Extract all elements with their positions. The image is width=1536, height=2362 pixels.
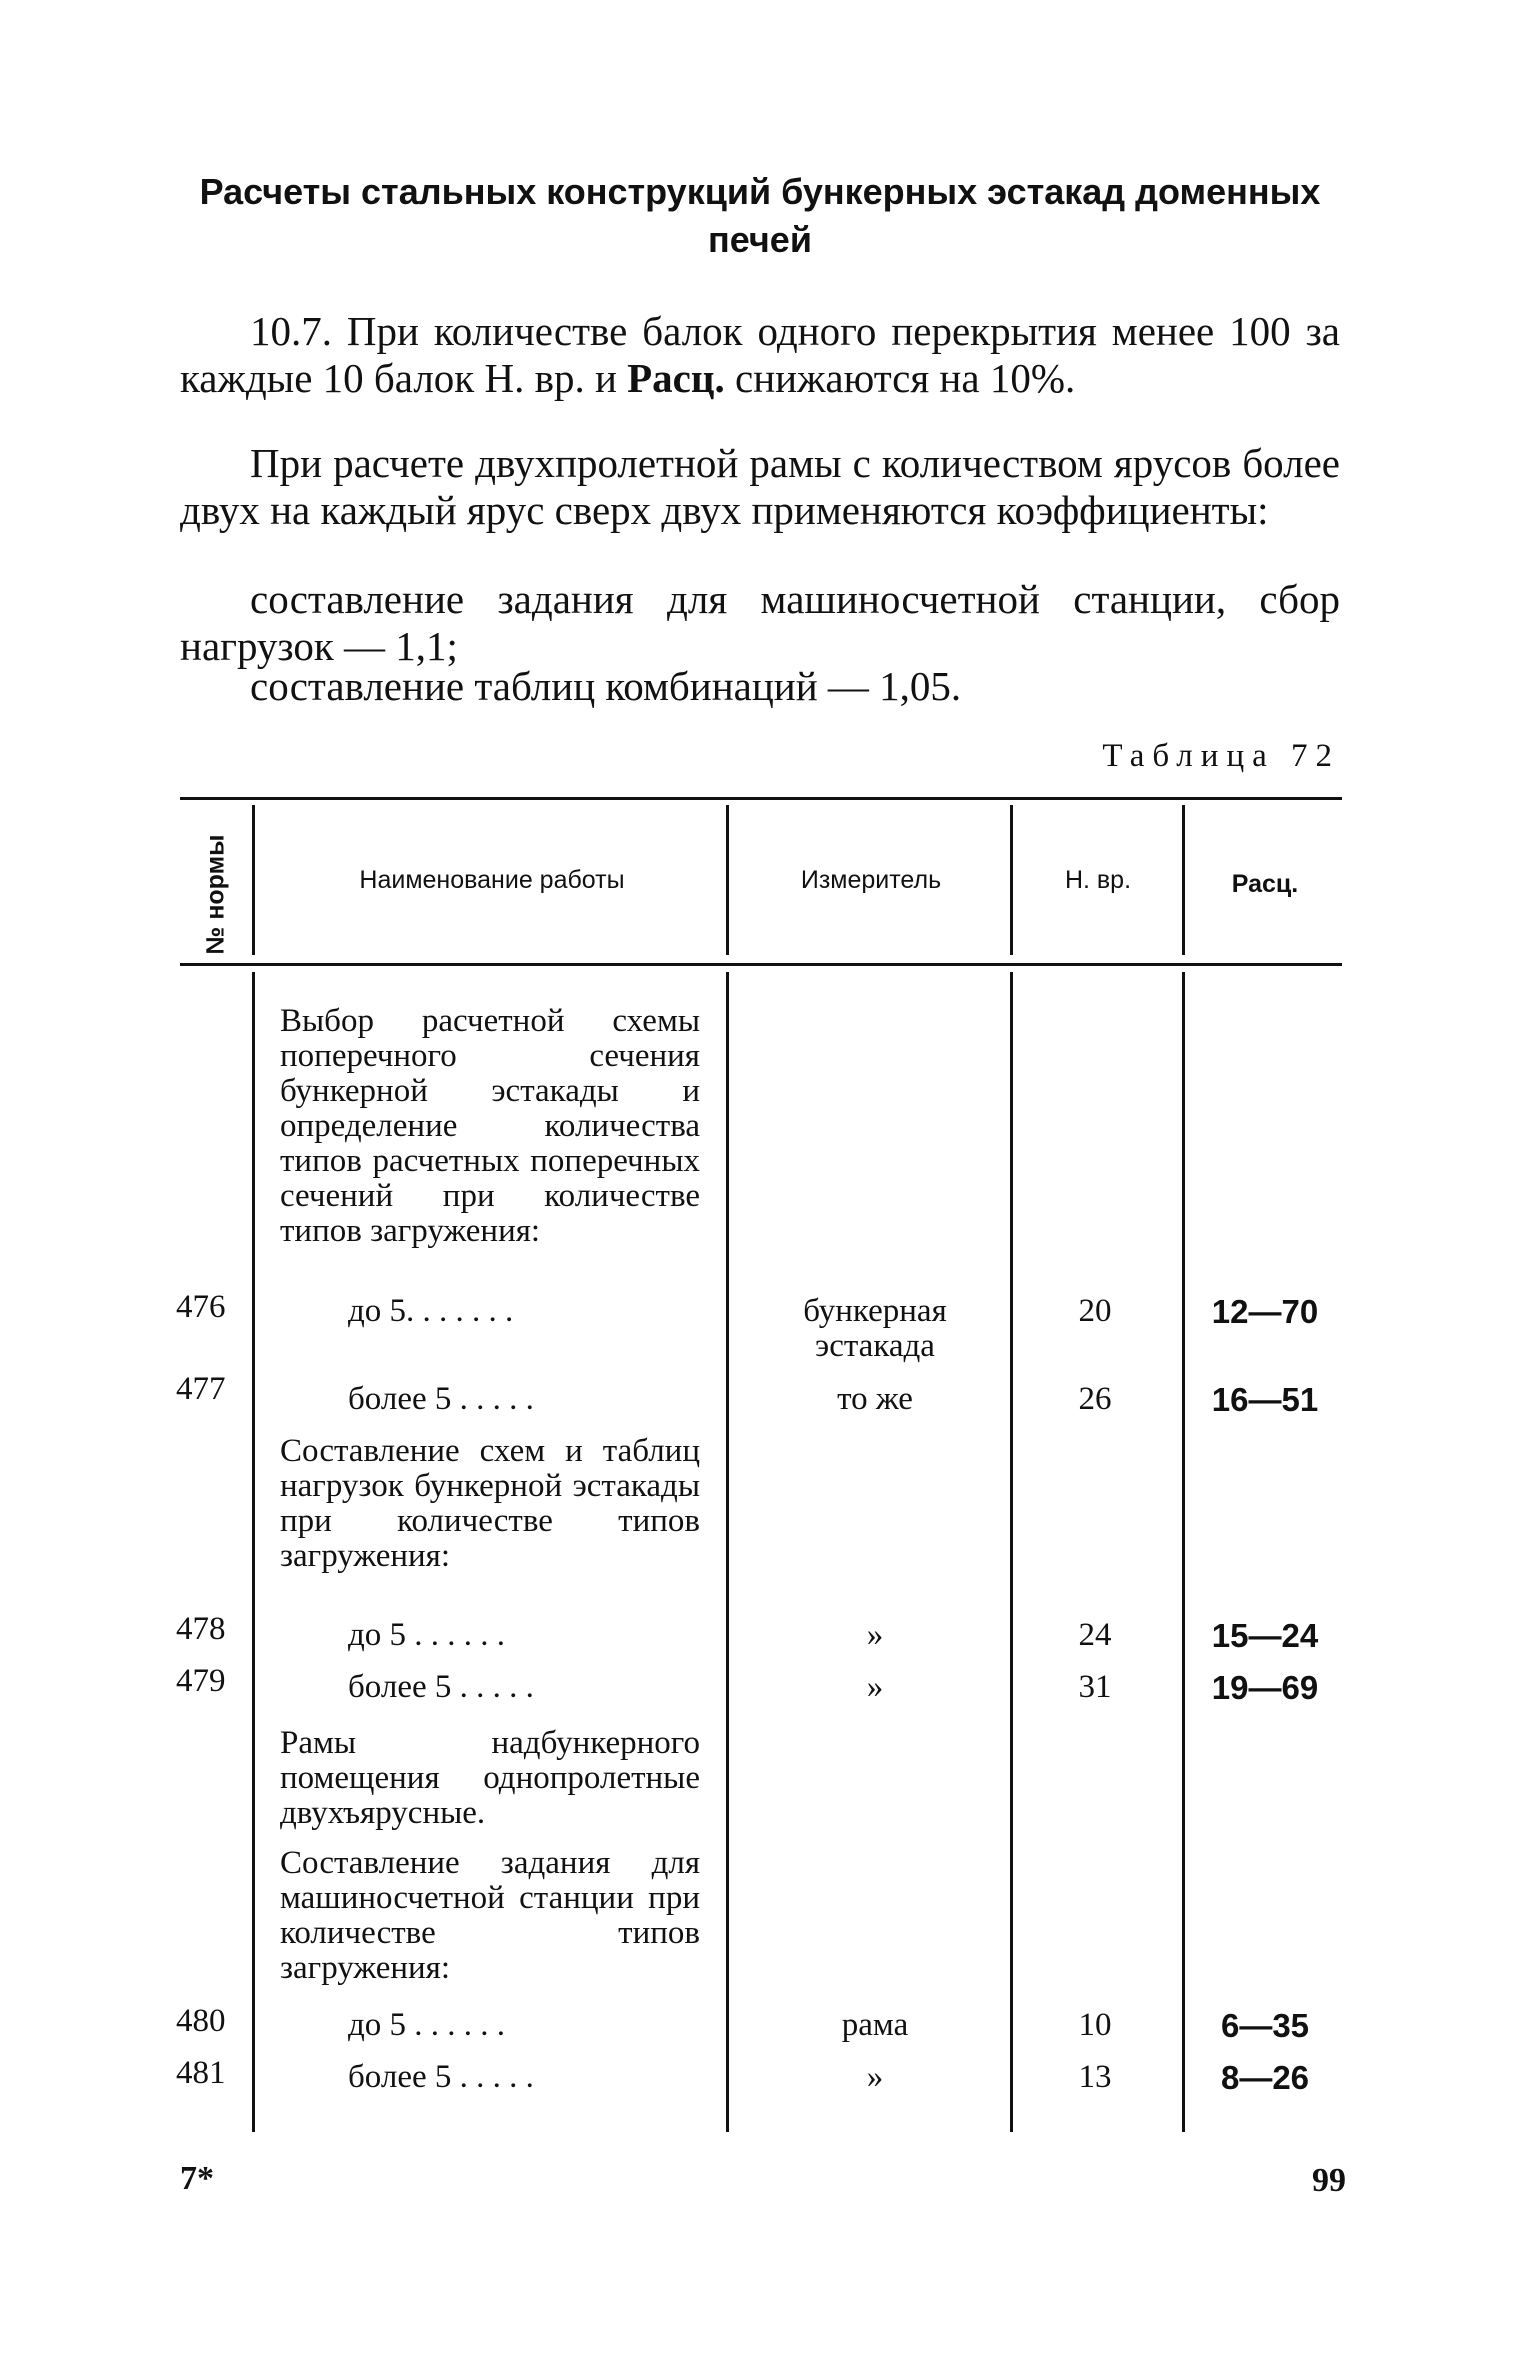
col-divider-4-body [1182, 972, 1185, 2132]
header-norm-number: № нормы [201, 834, 230, 955]
row-479-nvr: 31 [1078, 1669, 1112, 1705]
row-480-nvr: 10 [1078, 2007, 1112, 2043]
row-481-rasc: 8—26 [1220, 2059, 1310, 2096]
row-476-rasc: 12—70 [1211, 1293, 1319, 1330]
row-476-nvr: 20 [1078, 1293, 1112, 1329]
group-description-1: Выбор расчетной схемы поперечного сечения бункерной эстакады и определение количества типов расчетных поперечных сечений при количестве типов загружения: [280, 1003, 700, 1249]
col-divider-3-header [1010, 805, 1013, 955]
group-description-2: Составление схем и таблиц нагрузок бункерной эстакады при количестве типов загружения: [280, 1433, 700, 1574]
row-480-num: 480 [176, 2003, 226, 2039]
paragraph-10-7-text-a: 10.7. При количестве балок одного перекрытия менее 100 за каждые 10 балок Н. вр. и [180, 308, 1340, 401]
page-number: 99 [1312, 2162, 1346, 2199]
row-477-num: 477 [176, 1371, 226, 1407]
row-476-unit: бункерная эстакада [803, 1293, 947, 1364]
table-caption: Таблица 72 [1102, 738, 1340, 774]
header-nvr: Н. вр. [1064, 866, 1132, 894]
row-477-rasc: 16—51 [1211, 1381, 1319, 1418]
row-481-unit: » [866, 2059, 884, 2095]
page-title: Расчеты стальных конструкций бункерных эстакад доменных печей [199, 171, 1321, 260]
signature-mark: 7* [180, 2160, 214, 2197]
paragraph-10-7-text-b: снижаются на 10%. [724, 355, 1076, 401]
header-unit: Измеритель [800, 866, 942, 894]
col-divider-3-body [1010, 972, 1013, 2132]
row-480-name: до 5 . . . . . . [348, 2007, 506, 2043]
row-481-num: 481 [176, 2055, 226, 2091]
row-476-num: 476 [176, 1289, 226, 1325]
row-479-num: 479 [176, 1663, 226, 1699]
row-481-nvr: 13 [1078, 2059, 1112, 2095]
row-477-name: более 5 . . . . . [348, 1381, 534, 1417]
header-work-name: Наименование работы [359, 866, 625, 894]
table-header-rule [180, 963, 1342, 966]
row-478-num: 478 [176, 1611, 226, 1647]
row-476-name: до 5. . . . . . . [348, 1293, 514, 1329]
paragraph-two-span-frame: При расчете двухпролетной рамы с количеством ярусов более двух на каждый ярус сверх двух применяются коэффициенты: [180, 440, 1340, 533]
row-481-name: более 5 . . . . . [348, 2059, 534, 2095]
row-478-name: до 5 . . . . . . [348, 1617, 506, 1653]
group-description-4: Составление задания для машиносчетной станции при количестве типов загружения: [280, 1845, 700, 1986]
row-479-unit: » [866, 1669, 884, 1705]
col-divider-4-header [1182, 805, 1185, 955]
col-divider-2-body [726, 972, 729, 2132]
table-top-rule [180, 797, 1342, 800]
row-478-unit: » [866, 1617, 884, 1653]
row-477-unit: то же [837, 1381, 913, 1417]
row-480-unit: рама [841, 2007, 909, 2043]
col-divider-2-header [726, 805, 729, 955]
col-divider-1-body [252, 972, 255, 2132]
paragraph-coefficient-1: составление задания для машиносчетной станции, сбор нагрузок — 1,1; [180, 576, 1340, 669]
header-rasc: Расц. [1231, 870, 1299, 898]
rasc-bold-term: Расц. [627, 355, 725, 401]
row-478-nvr: 24 [1078, 1617, 1112, 1653]
row-480-rasc: 6—35 [1220, 2007, 1310, 2044]
col-divider-1-header [252, 805, 255, 955]
row-479-name: более 5 . . . . . [348, 1669, 534, 1705]
row-479-rasc: 19—69 [1211, 1669, 1319, 1706]
paragraph-coefficient-2: составление таблиц комбинаций — 1,05. [250, 663, 962, 709]
row-477-nvr: 26 [1078, 1381, 1112, 1417]
group-description-3: Рамы надбункерного помещения однопролетные двухъярусные. [280, 1725, 700, 1831]
row-478-rasc: 15—24 [1211, 1617, 1319, 1654]
paragraph-10-7 [180, 308, 1340, 402]
